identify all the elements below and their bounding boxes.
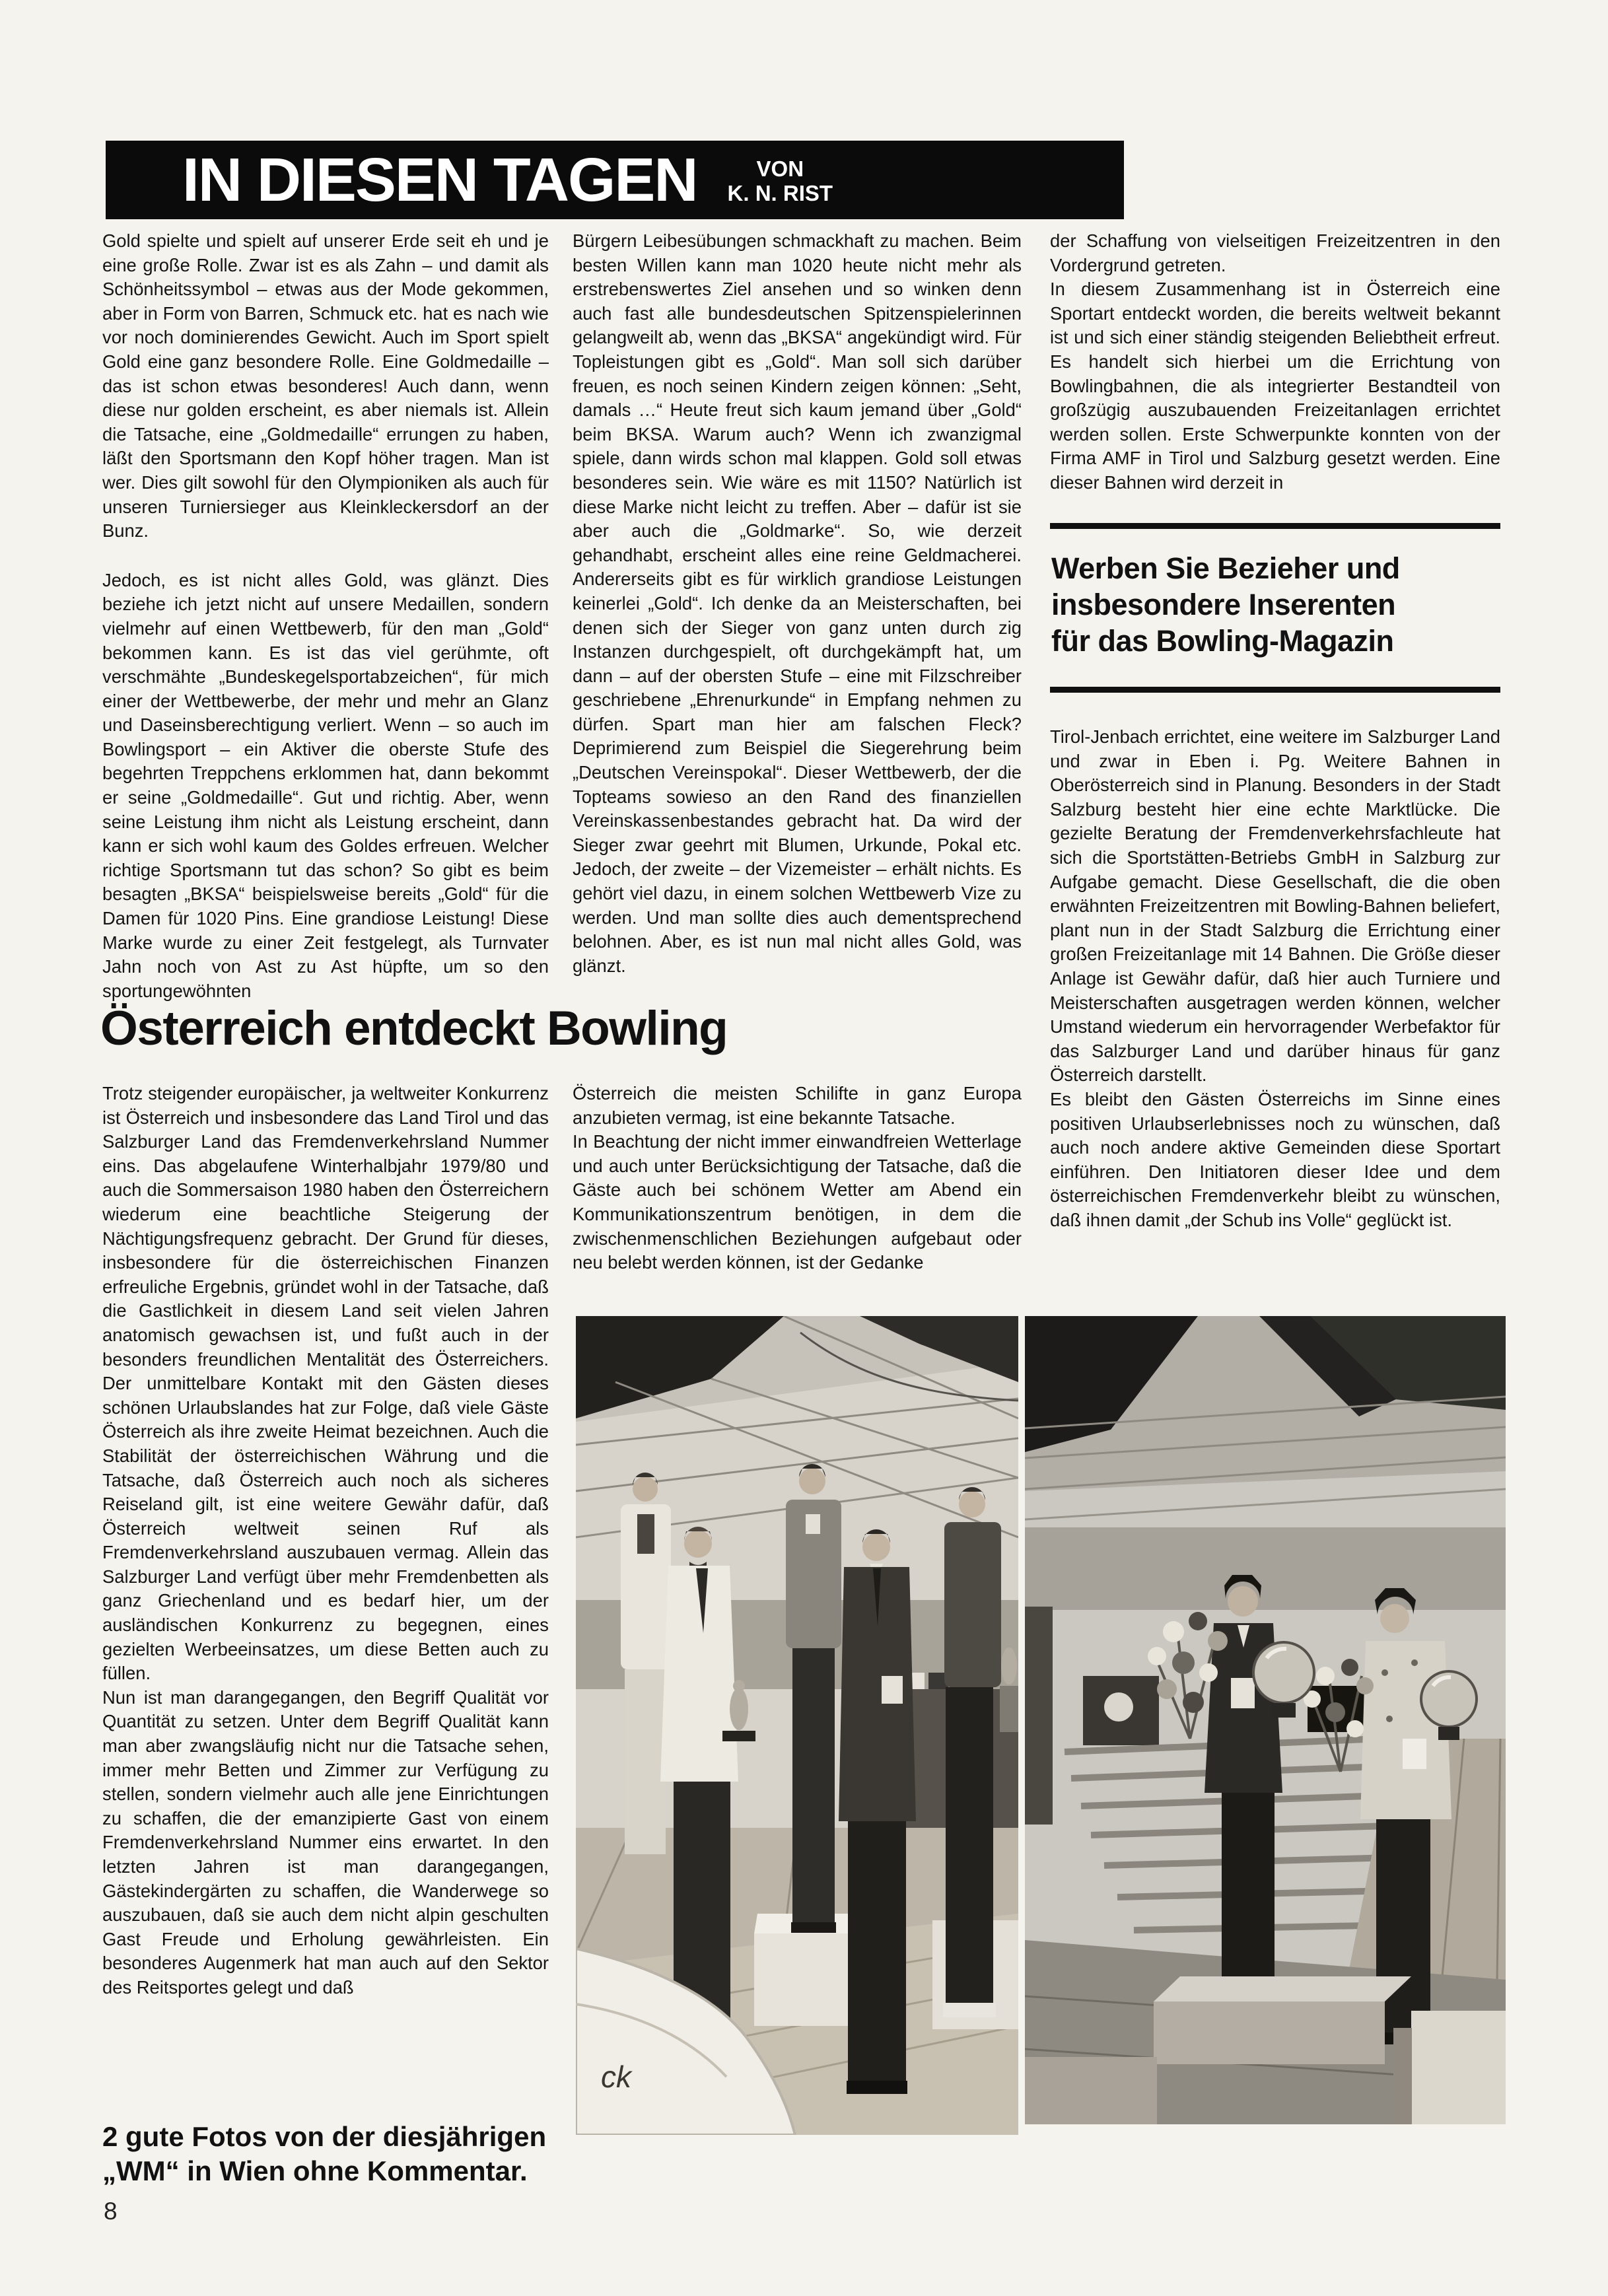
paragraph: Österreich die meisten Schilifte in ganz Europa anzubieten vermag, ist eine bekannte Tatsache. — [573, 1083, 1022, 1128]
paragraph: Bürgern Leibesübungen schmackhaft zu machen. Beim besten Willen kann man 1020 heute nicht mehr als erstrebenswertes Ziel ansehen und so winken denn auch fast alle bundesdeutschen Spitzenspielerinnen gelangweilt ab, wenn das „BKSA“ angekündigt wird. Für Topleistungen gibt es „Gold“. Man soll sich darüber freuen, es noch seinen Kindern zeigen können: „Seht, damals …“ Heute freut sich kaum jemand über „Gold“ beim BKSA. Warum auch? Wenn ich zwanzigmal spiele, dann wirds schon mal klappen. Gold soll etwas besonderes sein. Wie wäre es mit 1150? Natürlich ist diese Marke nicht leicht zu treffen. Aber – dafür ist sie aber auch die „Goldmarke“. So, wie derzeit gehandhabt, erscheint alles eine reine Geldmacherei. Andererseits gibt es für wirklich grandiose Leistungen keinerlei „Gold“. Ich denke da an Meisterschaften, bei denen sich der Sieger von ganz unten durch zig Instanzen durchgespielt, oft durchgekämpft hat, um dann – auf der obersten Stufe – eine mit Filzschreiber geschriebene „Ehrenurkunde“ in Empfang nehmen zu dürfen. Spart man hier am falschen Fleck? Deprimierend zum Beispiel die Siegerehrung beim „Deutschen Vereinspokal“. Dieser Wettbewerb, der die Topteams sowieso an den Rand des finanziellen Vereinskassenbestandes gebracht hat. Da wird der Sieger zwar geehrt mit Blumen, Urkunde, Pokal etc. Jedoch, der zweite – der Vizemeister – erhält nichts. Es gehört viel dazu, in einem solchen Wettbewerb Vize zu werden. Und man sollte dies auch dementsprechend belohnen. Aber, es ist nun mal nicht alles Gold, was glänzt. — [573, 230, 1022, 976]
trophy-bowling-pin — [1000, 1648, 1018, 1732]
article-gold-column-1 — [102, 229, 549, 1003]
photo-caption-note — [102, 2120, 546, 2188]
figure-man-white-shirt — [621, 1473, 671, 1854]
subscription-ad-box — [1050, 523, 1500, 693]
page-number: 8 — [104, 2198, 118, 2225]
figure-man-grey-shirt — [786, 1464, 841, 1933]
caption-line: „WM“ in Wien ohne Kommentar. — [102, 2155, 528, 2186]
paragraph: Gold spielte und spielt auf unserer Erde seit eh und je eine große Rolle. Zwar ist es als Zahn – und damit als Schönheitssymbol – etwas aus der Mode gekommen, aber in Form von Barren, Schmuck etc. hat es nach wie vor noch dominierendes Gewicht. Auch im Sport spielt Gold eine ganz besondere Rolle. Eine Goldmedaille – das ist schon etwas besonderes! Auch dann, wenn diese nur golden erscheint, es aber niemals ist. Allein die Tatsache, eine „Goldmedaille“ errungen zu haben, läßt den Sportsmann den Kopf höher tragen. Man ist wer. Dies gilt sowohl für den Olympioniken als auch für unseren Turniersieger aus Kleinkleckersdorf an der Bunz. — [102, 230, 549, 541]
caption-line: 2 gute Fotos von der diesjährigen — [102, 2121, 547, 2152]
paragraph: Nun ist man darangegangen, den Begriff Qualität vor Quantität zu setzen. Unter dem Begriff Qualität kann man aber zwangsläufig nicht nur die Tatsache sehen, immer mehr Betten und Zimmer zur Verfügung zu stellen, sondern vielmehr auch alle jene Einrichtungen zu schaffen, die der emanzipierte Gast von einem Fremdenverkehrsland Nummer eins erwartet. In den letzten Jahren ist man darangegangen, Gästekindergärten zu schaffen, die Wanderwege so auszubauen, daß sie auch dem nicht alpin geschulten Gast Freude und Erholung gewährleisten. Ein besonderes Augenmerk hat man auch auf den Sektor des Reitsportes gelegt und daß — [102, 1687, 549, 1998]
article-gold-column-2 — [573, 229, 1022, 978]
article-bowling-column-1 — [102, 1082, 549, 2000]
machine-brand-text: ck — [601, 2060, 631, 2094]
paragraph: Jedoch, es ist nicht alles Gold, was glänzt. Dies beziehe ich jetzt nicht auf unsere Medaillen, sondern vielmehr auf einen Wettbewerb, für den man „Gold“ bekommen kann. Es ist das viel gerühmte, oft verschmähte „Bundeskegelsportabzeichen“, für mich einer der Wettbewerbe, der mehr und mehr an Glanz und Daseinsberechtigung verliert. Wenn – so auch im Bowlingsport – ein Aktiver die oberste Stufe des begehrten Treppchens erklommen hat, dann bekommt er seine „Goldmedaille“. Gut und richtig. Aber, wenn seine Leistung ihm nicht als Leistung erscheint, dann kann er sich wohl kaum des Goldes erfreuen. Welcher richtige Sportsmann tut das schon? So gibt es beim besagten „BKSA“ beispielsweise bereits „Gold“ für die Damen für 1020 Pins. Eine grandiose Leistung! Diese Marke wurde zu einer Zeit festgelegt, als Turnvater Jahn noch von Ast zu Ast hüpfte, um so den sportungewöhnten — [102, 569, 549, 1001]
ad-line: Werben Sie Bezieher und — [1051, 551, 1400, 585]
masthead-byline — [728, 157, 833, 206]
photo-award-ceremony-men — [576, 1316, 1018, 2135]
paragraph: der Schaffung von vielseitigen Freizeitzentren in den Vordergrund getreten. — [1050, 230, 1500, 275]
article-bowling-headline: Österreich entdeckt Bowling — [100, 1002, 728, 1055]
article-bowling-column-3-top — [1050, 229, 1500, 495]
paragraph: In Beachtung der nicht immer einwandfreien Wetterlage und auch unter Berücksichtigung der Tatsache, daß die Gäste auch bei schönem Wetter am Abend ein Kommunikationszentrum benötigen, in dem die zwischenmenschlichen Beziehungen aufgebaut oder neu belebt werden können, ist der Gedanke — [573, 1131, 1022, 1273]
figure-man-dark-blazer — [839, 1529, 916, 2094]
paragraph: Tirol-Jenbach errichtet, eine weitere im Salzburger Land und zwar in Eben i. Pg. Weitere Bahnen in Oberösterreich sind in Planung. Besonders in der Stadt Salzburg besteht hier eine echte Marktlücke. Die gezielte Beratung der Fremdenverkehrsfachleute hat sich die Sportstätten-Betriebs GmbH in Salzburg zur Aufgabe gemacht. Diese Gesellschaft, die die oben erwähnten Freizeitzentren mit Bowling-Bahnen beliefert, plant nun in der Stadt Salzburg die Errichtung einer großen Freizeitanlage mit 14 Bahnen. Die Größe dieser Anlage ist Gewähr dafür, daß hier auch Turniere und Meisterschaften ausgetragen werden können, welcher Umstand wiederum ein hervorragender Werbefaktor für das Salzburger Land und darüber hinaus für ganz Österreich darstellt. — [1050, 726, 1500, 1086]
masthead-title: IN DIESEN TAGEN — [182, 145, 697, 214]
byline-name: K. N. RIST — [727, 180, 833, 205]
article-bowling-column-3-bottom — [1050, 725, 1500, 1232]
byline-prefix: VON — [756, 156, 804, 181]
photo-award-ceremony-pair — [1025, 1316, 1506, 2124]
masthead — [106, 141, 1124, 219]
ad-line: insbesondere Inserenten — [1051, 588, 1396, 621]
paragraph: Es bleibt den Gästen Österreichs im Sinne eines positiven Urlaubserlebnisses noch zu wünschen, daß auch noch andere aktive Gemeinden diese Sportart einführen. Den Initiatoren dieser Idee und dem österreichischen Fremdenverkehr bleibt zu wünschen, daß ihnen damit „der Schub ins Volle“ geglückt ist. — [1050, 1088, 1500, 1230]
paragraph: Trotz steigender europäischer, ja weltweiter Konkurrenz ist Österreich und insbesondere das Land Tirol und das Salzburger Land das Fremdenverkehrsland Nummer eins. Das abgelaufene Winterhalbjahr 1979/80 und auch die Sommersaison 1980 haben den Österreichern wiederum eine beachtliche Steigerung der Nächtigungsfrequenz gebracht. Der Grund für dieses, insbesondere für die österreichischen Finanzen erfreuliche Ergebnis, gründet wohl in der Tatsache, daß die Gastlichkeit in diesem Land seit vielen Jahren anatomisch gewachsen ist, und fußt auch in der besonders freundlichen Mentalität des Österreichers. Der unmittelbare Kontakt mit den Gästen dieses schönen Urlaubslandes hat zur Folge, daß viele Gäste Österreich als ihre zweite Heimat bezeichnen. Auch die Stabilität der österreichischen Währung und die Tatsache, daß Österreich auch noch als sicheres Reiseland gilt, ist eine weitere Gewähr dafür, daß Österreich weltweit seinen Ruf als Fremdenverkehrsland auszubauen vermag. Allein das Salzburger Land verfügt über mehr Fremdenbetten als ganz Griechenland und es bedarf hier, um der ausländischen Konkurrenz zu begegnen, eines gezielten Werbeeinsatzes, um diese Betten auch zu füllen. — [102, 1083, 549, 1684]
article-bowling-column-2 — [573, 1082, 1022, 1275]
paragraph: In diesem Zusammenhang ist in Österreich eine Sportart entdeckt worden, die bereits weltweit bekannt ist und sich einer ständig steigenden Beliebtheit erfreut. Es handelt sich hierbei um die Errichtung von Bowlingbahnen, die als integrierter Bestandteil von großzügig auszubauenden Freizeitanlagen errichtet werden sollen. Erste Schwerpunkte konnten von der Firma AMF in Tirol und Salzburg gesetzt werden. Eine dieser Bahnen wird derzeit in — [1050, 279, 1500, 493]
ad-line: für das Bowling-Magazin — [1051, 624, 1394, 658]
